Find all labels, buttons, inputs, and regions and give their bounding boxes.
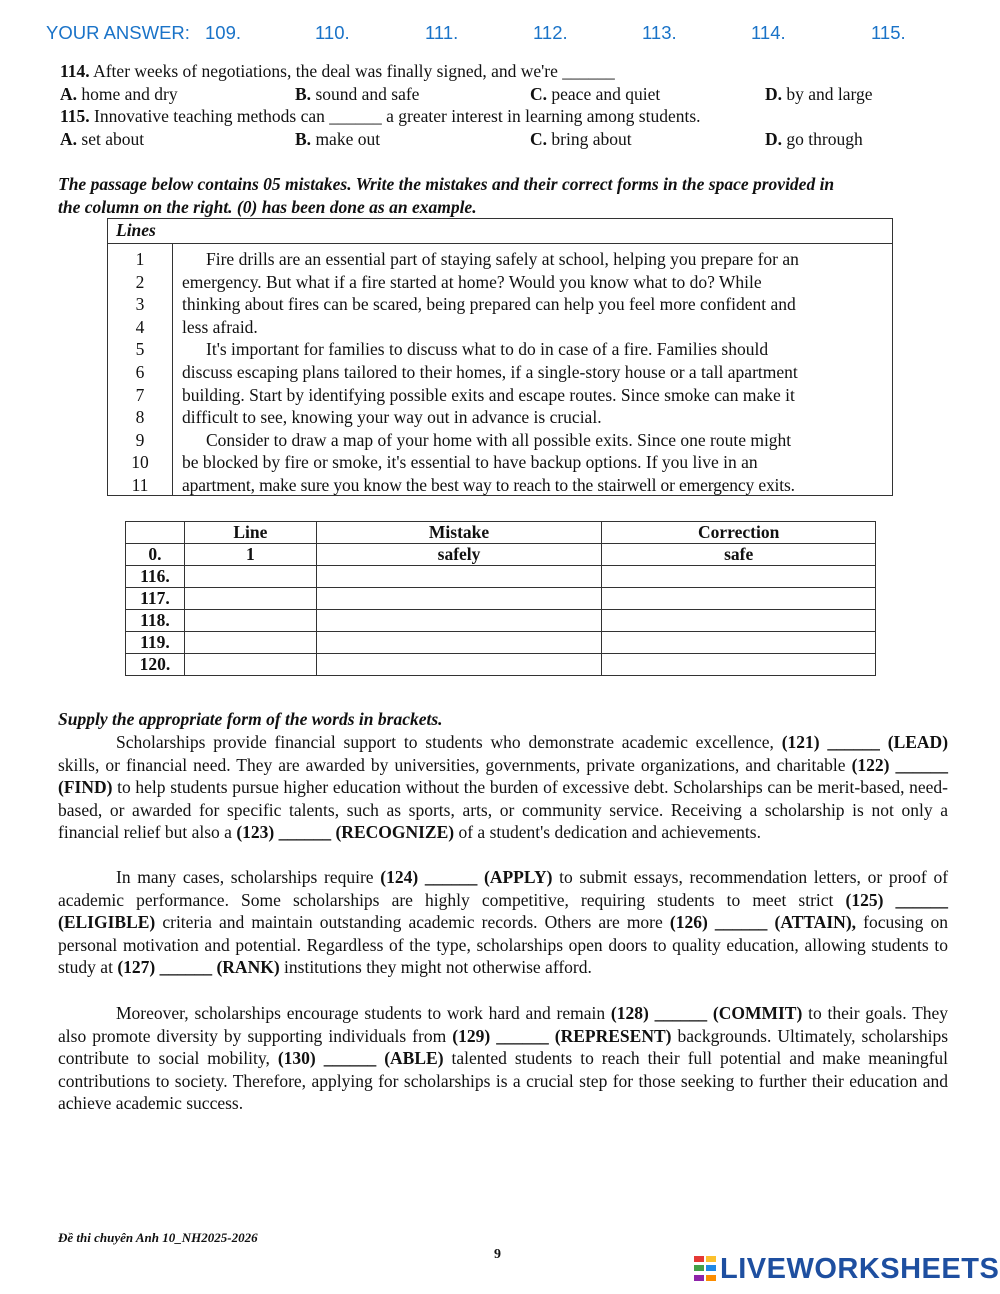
option-b: B. sound and safe [295,84,420,104]
answer-label: YOUR ANSWER: [46,22,190,43]
paragraph-3: Moreover, scholarships encourage students to work hard and remain (128) ______ (COMMIT) to their goals. They also promote diversity by supporting individuals from (129) ______ (REPRESENT) backgrounds. Ultimately, scholarships contribute to social mobility, (130) ______ (ABLE) talented students to reach their full potential and make meaningful contributions to society. Therefore, applying for scholarships is a crucial step for those seeking to further their education and achieve academic success. [58,1003,949,1114]
line-cell[interactable] [184,588,316,610]
error-instruction: The passage below contains 05 mistakes. Write the mistakes and their correct forms in the space provided in the column on the right. (0) has been done as an example. [58,174,835,217]
blank-127[interactable]: (127) ______ [117,957,213,978]
option-d: D. go through [765,129,863,149]
table-row: 116. [126,566,876,588]
mistake-cell[interactable] [316,610,602,632]
brand-name: LIVEWORKSHEETS [720,1252,1000,1285]
question-stem: Innovative teaching methods can ______ a greater interest in learning among students. [94,106,701,126]
table-row: 119. [126,632,876,654]
header-correction: Correction [602,522,876,544]
mistake-cell[interactable] [316,566,602,588]
question-114 [60,60,615,82]
liveworksheets-icon [694,1256,716,1282]
question-number: 114. [60,61,90,81]
correction-cell[interactable] [602,566,876,588]
option-a: A. set about [60,129,145,149]
blank-130[interactable]: (130) ______ [277,1048,377,1069]
option-c: C. bring about [530,129,632,149]
mistake-table [125,521,876,676]
liveworksheets-logo[interactable] [694,1253,999,1285]
answer-slot-112[interactable]: 112. [533,22,568,43]
footer-exam-title: Đề thi chuyên Anh 10_NH2025-2026 [58,1230,258,1245]
question-115 [60,105,701,127]
lines-header: Lines [108,219,892,244]
blank-129[interactable]: (129) ______ [452,1025,549,1046]
header-line: Line [184,522,316,544]
line-cell[interactable] [184,654,316,676]
blank-128[interactable]: (128) ______ [610,1003,708,1023]
blank-123[interactable]: (123) ______ [236,822,332,843]
line-cell[interactable] [184,632,316,654]
mistake-cell[interactable] [316,588,602,610]
answer-slot-110[interactable]: 110. [315,22,350,43]
correction-cell[interactable] [602,588,876,610]
table-row: 118. [126,610,876,632]
answer-slot-115[interactable]: 115. [871,22,906,43]
mistake-cell[interactable] [316,632,602,654]
page-number: 9 [494,1247,501,1262]
example-row: 0. 1 safely safe [126,544,876,566]
table-header-row [126,522,876,544]
option-b: B. make out [295,129,381,149]
passage-box [107,218,893,496]
mistake-cell[interactable] [316,654,602,676]
paragraph-1: Scholarships provide financial support to students who demonstrate academic excellence, (121) ______ (LEAD) skills, or financial need. They are awarded by universities, governments, private organizations, and charitable (122) ______ (FIND) to help students pursue higher education without the burden of excessive debt. Scholarships can be merit-based, need-based, or awarded for specific talents, such as sports, arts, or community service. Receiving a scholarship is not only a financial relief but also a (123) ______ (RECOGNIZE) of a student's dedication and achievements. [58,732,949,843]
correction-cell[interactable] [602,610,876,632]
correction-cell[interactable] [602,654,876,676]
line-numbers: 1 2 3 4 5 6 7 8 9 10 11 [131,249,149,495]
blank-121[interactable]: (121) ______ [781,732,880,752]
correction-cell[interactable] [602,632,876,654]
blank-124[interactable]: (124) ______ [380,867,478,887]
column-divider [172,244,173,495]
answer-slot-109[interactable]: 109. [205,22,242,43]
blank-122[interactable]: (122) ______ [851,754,949,775]
question-number: 115. [60,106,90,126]
blank-125[interactable]: (125) ______ [845,889,948,910]
blank-126[interactable]: (126) ______ [669,912,768,933]
paragraph-2: In many cases, scholarships require (124) ______ (APPLY) to submit essays, recommendation letters, or proof of academic performance. Some scholarships are highly competitive, requiring students to meet strict (125) ______ (ELIGIBLE) criteria and maintain outstanding academic records. Others are more (126) ______ (ATTAIN), focusing on personal motivation and potential. Regardless of the type, scholarships open doors to quality education, allowing students to study at (127) ______ (RANK) institutions they might not otherwise afford. [58,867,949,978]
answer-slot-113[interactable]: 113. [642,22,677,43]
word-form-instruction: Supply the appropriate form of the words in brackets. [58,709,443,729]
option-d: D. by and large [765,84,873,104]
option-c: C. peace and quiet [530,84,661,104]
header-mistake: Mistake [316,522,602,544]
answer-slot-111[interactable]: 111. [425,22,459,43]
table-row: 117. [126,588,876,610]
option-a: A. home and dry [60,84,178,104]
passage-text: Fire drills are an essential part of staying safely at school, helping you prepare for an emergency. But what if a fire started at home? Would you know what to do? While thinking about fires can be scared, being prepared can help you feel more confident and less afraid. It's important for families to discuss what to do in case of a fire. Families should discuss escaping plans tailored to their homes, if a single-story house or a tall apartment building. Start by identifying possible exits and escape routes. Since smoke can make it difficult to see, knowing your way out in advance is crucial. Consider to draw a map of your home with all possible exits. Since one route might be blocked by fire or smoke, it's essential to have backup options. If you live in an apartment, make sure you know the best way to reach to the stairwell or emergency exits. [182,249,799,495]
question-stem: After weeks of negotiations, the deal was finally signed, and we're ______ [93,61,615,81]
table-row: 120. [126,654,876,676]
line-cell[interactable] [184,566,316,588]
answer-bar [0,22,1000,46]
answer-slot-114[interactable]: 114. [751,22,786,43]
line-cell[interactable] [184,610,316,632]
